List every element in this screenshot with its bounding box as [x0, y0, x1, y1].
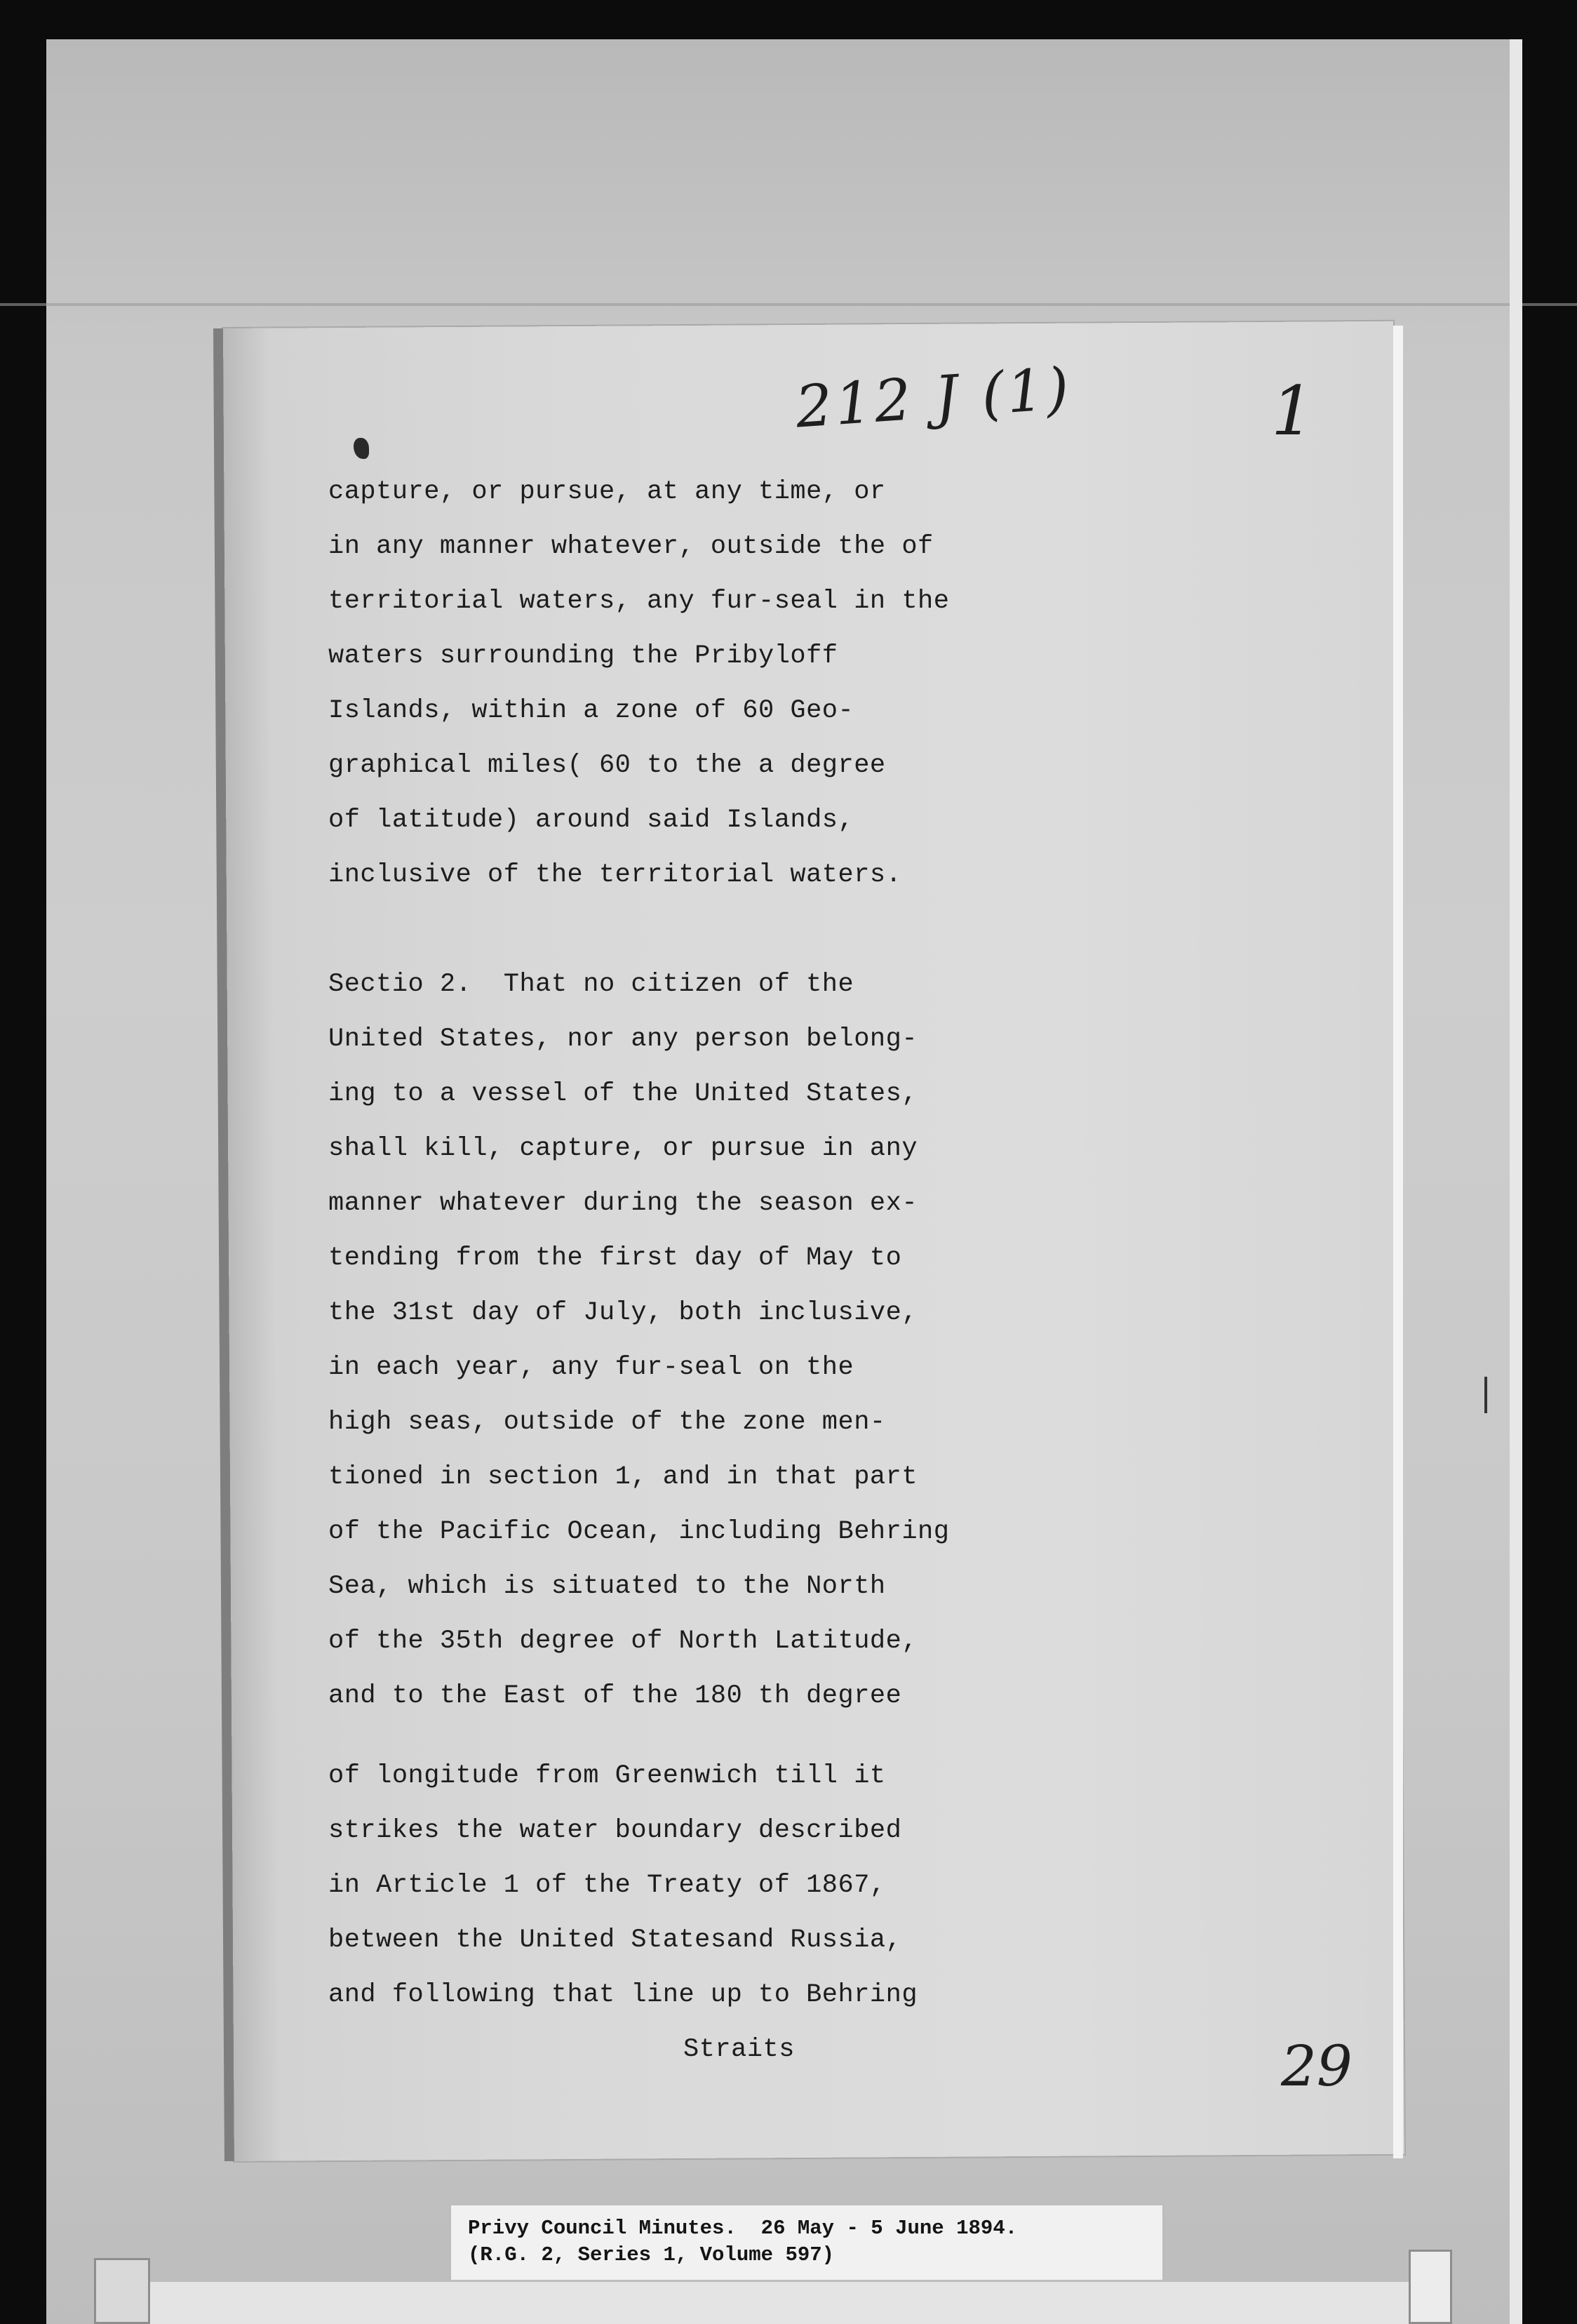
typed-line: of longitude from Greenwich till it — [328, 1761, 886, 1791]
typed-line: shall kill, capture, or pursue in any — [328, 1134, 918, 1163]
typed-line: capture, or pursue, at any time, or — [328, 477, 886, 507]
paragraph-section-2-continued — [328, 1749, 1240, 2022]
typed-line: of the Pacific Ocean, including Behring — [328, 1517, 950, 1547]
caption-title: Privy Council Minutes. 26 May - 5 June 1894. — [468, 2217, 1018, 2240]
board-right-edge — [1510, 39, 1522, 2324]
archive-caption-label — [449, 2203, 1165, 2282]
typed-line: in any manner whatever, outside the of — [328, 532, 934, 561]
page-number: 29 — [1281, 2034, 1353, 2099]
film-tab-right — [1409, 2250, 1452, 2324]
film-tab-left — [94, 2258, 150, 2324]
typed-line: of latitude) around said Islands, — [328, 806, 854, 835]
bottom-film-strip — [150, 2282, 1409, 2324]
typed-line: Sectio 2. That no citizen of the — [328, 970, 854, 999]
caption-reference: (R.G. 2, Series 1, Volume 597) — [468, 2243, 835, 2266]
typed-line: of the 35th degree of North Latitude, — [328, 1627, 918, 1656]
typed-line: high seas, outside of the zone men- — [328, 1408, 886, 1437]
typed-line: waters surrounding the Pribyloff — [328, 641, 838, 671]
folio-reference: 212 J (1) — [793, 355, 1074, 441]
typed-line: tioned in section 1, and in that part — [328, 1462, 918, 1492]
typed-line: United States, nor any person belong- — [328, 1024, 918, 1054]
typed-line: tending from the first day of May to — [328, 1243, 902, 1273]
typed-line: Islands, within a zone of 60 Geo- — [328, 696, 854, 726]
typed-line: between the United Statesand Russia, — [328, 1925, 902, 1955]
typed-line: inclusive of the territorial waters. — [328, 860, 902, 890]
paragraph-gap — [328, 1723, 1240, 1749]
sheet-edge — [1393, 326, 1403, 2158]
typed-text-block — [328, 465, 1240, 2077]
closing-word: Straits — [683, 2035, 795, 2064]
film-scratch-line — [0, 303, 1577, 306]
typed-line: Sea, which is situated to the North — [328, 1572, 886, 1601]
paragraph-section-1-continued — [328, 465, 1240, 902]
typed-line: graphical miles( 60 to the a degree — [328, 751, 886, 780]
paragraph-gap — [328, 902, 1240, 957]
paragraph-section-2 — [328, 957, 1240, 1723]
typed-line: and to the East of the 180 th degree — [328, 1681, 902, 1711]
page-mark: 1 — [1271, 372, 1315, 450]
typed-line: territorial waters, any fur-seal in the — [328, 587, 950, 616]
typed-line: in each year, any fur-seal on the — [328, 1353, 854, 1382]
margin-tick-mark — [1484, 1377, 1487, 1413]
typed-line: ing to a vessel of the United States, — [328, 1079, 918, 1109]
typed-line: in Article 1 of the Treaty of 1867, — [328, 1871, 886, 1900]
typed-line: the 31st day of July, both inclusive, — [328, 1298, 918, 1328]
typed-line: strikes the water boundary described — [328, 1816, 902, 1845]
typed-line: manner whatever during the season ex- — [328, 1189, 918, 1218]
typed-line: and following that line up to Behring — [328, 1980, 918, 2010]
